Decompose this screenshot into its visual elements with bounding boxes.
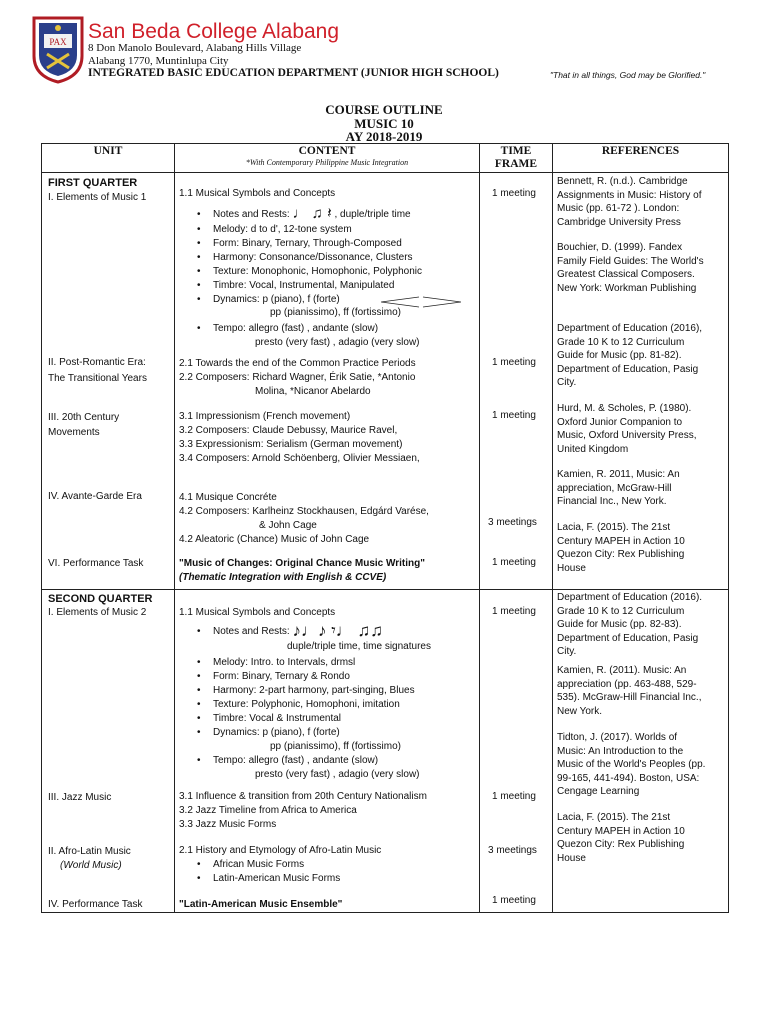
q1-content-cell — [175, 173, 480, 590]
q2-content-bullet: • Form: Binary, Ternary & Rondo — [213, 671, 350, 682]
q2-reference: Kamien, R. (2011). Music: An appreciation (pp. 463-488, 529-535). McGraw-Hill Financial Inc., New York. — [557, 665, 702, 717]
q2-time: 1 meeting — [492, 895, 536, 906]
q1-time: 3 meetings — [488, 517, 537, 528]
table-header-row — [42, 144, 729, 173]
q1-content-bullet: • Dynamics: p (piano), f (forte) — [213, 294, 340, 305]
q1-content-bullet: • Texture: Monophonic, Homophonic, Polyphonic — [213, 266, 422, 277]
q1-reference: Bouchier, D. (1999). Fandex Family Field Guides: The World's Greatest Classical Composers. New York: Workman Publishing — [557, 242, 704, 294]
q2-content-bullet: • Melody: Intro. to Intervals, drmsl — [213, 657, 355, 668]
q1-content-line: 1.1 Musical Symbols and Concepts — [179, 188, 336, 199]
q1-content-line: 4.1 Musique Concréte — [179, 492, 277, 503]
college-name: San Beda College Alabang — [88, 20, 340, 43]
q2-content-line: pp (pianissimo), ff (fortissimo) — [270, 741, 401, 752]
q1-reference: Kamien, R. 2011, Music: An appreciation, McGraw-Hill Financial Inc., New York. — [557, 469, 680, 507]
q1-time: 1 meeting — [492, 188, 536, 199]
q1-content-line: presto (very fast) , adagio (very slow) — [255, 337, 420, 348]
q1-content-line: pp (pianissimo), ff (fortissimo) — [270, 307, 401, 318]
q2-performance-task: "Latin-American Music Ensemble" — [179, 899, 343, 910]
q2-content-bullet: • Harmony: 2-part harmony, part-singing, Blues — [213, 685, 415, 696]
q2-content-cell — [175, 590, 480, 913]
q2-content-bullet: • Tempo: allegro (fast) , andante (slow) — [213, 755, 378, 766]
q2-content-bullet: • Timbre: Vocal & Instrumental — [213, 713, 341, 724]
q1-references-cell — [553, 173, 729, 590]
q1-content-line: & John Cage — [259, 520, 317, 531]
department-name: INTEGRATED BASIC EDUCATION DEPARTMENT (JUNIOR HIGH SCHOOL) — [88, 67, 499, 79]
q1-content-line: 3.3 Expressionism: Serialism (German movement) — [179, 439, 403, 450]
notes-and-rests-icon: ♪♩♪ 𝄾♩ ♫♫ — [292, 621, 383, 641]
motto: "That in all things, God may be Glorified." — [550, 70, 706, 80]
table-row — [42, 173, 729, 590]
q2-title: SECOND QUARTER — [48, 593, 153, 605]
q2-content-line: 3.3 Jazz Music Forms — [179, 819, 277, 830]
q1-content-bullet — [213, 205, 411, 223]
address-line-1: 8 Don Manolo Boulevard, Alabang Hills Village — [88, 42, 302, 54]
q2-references-cell — [553, 590, 729, 913]
q1-content-line: 3.1 Impressionism (French movement) — [179, 411, 351, 422]
q2-unit: III. Jazz Music — [48, 792, 112, 803]
q1-performance-note: (Thematic Integration with English & CCVE) — [179, 572, 387, 583]
q1-content-line: 3.2 Composers: Claude Debussy, Maurice Ravel, — [179, 425, 398, 436]
title-course-outline: COURSE OUTLINE — [325, 102, 443, 117]
q2-content-bullet: • Latin-American Music Forms — [213, 873, 340, 884]
q2-content-bullet: • Texture: Polyphonic, Homophoni, imitation — [213, 699, 400, 710]
q2-unit: II. Afro-Latin Music — [48, 846, 131, 857]
header-unit: UNIT — [42, 144, 175, 173]
q2-content-line: presto (very fast) , adagio (very slow) — [255, 769, 420, 780]
header-references: REFERENCES — [553, 144, 729, 173]
q2-reference: Lacia, F. (2015). The 21st Century MAPEH in Action 10 Quezon City: Rex Publishing House — [557, 812, 685, 864]
q1-content-bullet: • Melody: d to d', 12-tone system — [213, 224, 352, 235]
q2-reference: Department of Education (2016). Grade 10 K to 12 Curriculum Guide for Music (pp. 82-83). Department of Education, Pasig City. — [557, 592, 703, 657]
q2-content-bullet: • Dynamics: p (piano), f (forte) — [213, 727, 340, 738]
q2-content-line: 3.1 Influence & transition from 20th Century Nationalism — [179, 791, 427, 802]
q1-time: 1 meeting — [492, 557, 536, 568]
q1-notes-tail: , duple/triple time — [334, 209, 411, 220]
q2-content-line: 1.1 Musical Symbols and Concepts — [179, 607, 336, 618]
q1-content-line: 4.2 Composers: Karlheinz Stockhausen, Edgárd Varése, — [179, 506, 429, 517]
q1-reference: Hurd, M. & Scholes, P. (1980). Oxford Junior Companion to Music, Oxford University Press, United Kingdom — [557, 403, 697, 455]
q2-unit: IV. Performance Task — [48, 899, 143, 910]
q2-content-line: 3.2 Jazz Timeline from Africa to America — [179, 805, 357, 816]
q2-notes-label: Notes and Rests: — [213, 626, 290, 637]
header-content — [175, 144, 480, 173]
q1-title: FIRST QUARTER — [48, 177, 138, 189]
q2-reference: Tidton, J. (2017). Worlds of Music: An Introduction to the Music of the World's Peoples (pp. 99-165, 441-494). Boston, USA: Cengage Learning — [557, 732, 706, 797]
q2-content-bullet: • African Music Forms — [213, 859, 304, 870]
q1-reference: Bennett, R. (n.d.). Cambridge Assignments in Music: History of Music (pp. 61-72 ). London: Cambridge University Press — [557, 176, 702, 228]
q2-content-bullet — [213, 621, 383, 641]
header-content-note: *With Contemporary Philippine Music Integration — [245, 158, 409, 167]
q1-content-bullet: • Tempo: allegro (fast) , andante (slow) — [213, 323, 378, 334]
college-seal-icon — [30, 14, 86, 84]
q1-time-cell — [480, 173, 553, 590]
q1-unit-cell — [42, 173, 175, 590]
table-row — [42, 590, 729, 913]
q1-content-line: 4.2 Aleatoric (Chance) Music of John Cage — [179, 534, 370, 545]
q2-time-cell — [480, 590, 553, 913]
q1-content-line: Molina, *Nicanor Abelardo — [255, 386, 371, 397]
header-time-frame: TIME FRAME — [480, 144, 553, 173]
q1-time: 1 meeting — [492, 410, 536, 421]
q1-reference: Department of Education (2016), Grade 10 K to 12 Curriculum Guide for Music (pp. 81-82). Department of Education, Pasig City. — [557, 323, 703, 388]
q1-unit: I. Elements of Music 1 — [48, 192, 147, 203]
course-outline-table — [41, 143, 729, 913]
q1-content-bullet: • Harmony: Consonance/Dissonance, Clusters — [213, 252, 413, 263]
q1-content-line: 3.4 Composers: Arnold Schöenberg, Olivier Messiaen, — [179, 453, 420, 464]
q1-content-bullet: • Form: Binary, Ternary, Through-Composed — [213, 238, 402, 249]
q2-time: 1 meeting — [492, 791, 536, 802]
q2-time: 1 meeting — [492, 606, 536, 617]
q1-content-bullet: • Timbre: Vocal, Instrumental, Manipulated — [213, 280, 394, 291]
title-subject: MUSIC 10 — [354, 116, 414, 131]
q2-time: 3 meetings — [488, 845, 537, 856]
q1-unit: The Transitional Years — [48, 373, 147, 384]
q1-content-line: 2.2 Composers: Richard Wagner, Érik Satie, *Antonio — [179, 372, 416, 383]
svg-text:PAX: PAX — [49, 37, 67, 47]
title-academic-year: AY 2018-2019 — [345, 129, 423, 144]
address-line-2: Alabang 1770, Muntinlupa City — [88, 55, 229, 67]
q1-reference: Lacia, F. (2015). The 21st Century MAPEH in Action 10 Quezon City: Rex Publishing House — [557, 522, 685, 574]
q1-content-line: 2.1 Towards the end of the Common Practice Periods — [179, 358, 416, 369]
q2-content-line: 2.1 History and Etymology of Afro-Latin Music — [179, 845, 382, 856]
q1-performance-task: "Music of Changes: Original Chance Music Writing" — [179, 558, 425, 569]
q1-unit: II. Post-Romantic Era: — [48, 357, 146, 368]
q1-notes-label: Notes and Rests: — [213, 209, 290, 220]
q2-unit-cell — [42, 590, 175, 913]
q1-time: 1 meeting — [492, 357, 536, 368]
q1-unit: III. 20th Century — [48, 412, 120, 423]
q2-unit: (World Music) — [60, 860, 122, 871]
notes-and-rests-icon: ♩ ♫ 𝄽 — [292, 205, 332, 223]
header-content-label: CONTENT — [298, 145, 356, 157]
q1-unit: IV. Avante-Garde Era — [48, 491, 142, 502]
q2-content-line: duple/triple time, time signatures — [287, 641, 431, 652]
q1-unit: Movements — [48, 427, 100, 438]
q1-unit: VI. Performance Task — [48, 558, 144, 569]
letterhead — [0, 0, 768, 95]
q2-unit: I. Elements of Music 2 — [48, 607, 147, 618]
